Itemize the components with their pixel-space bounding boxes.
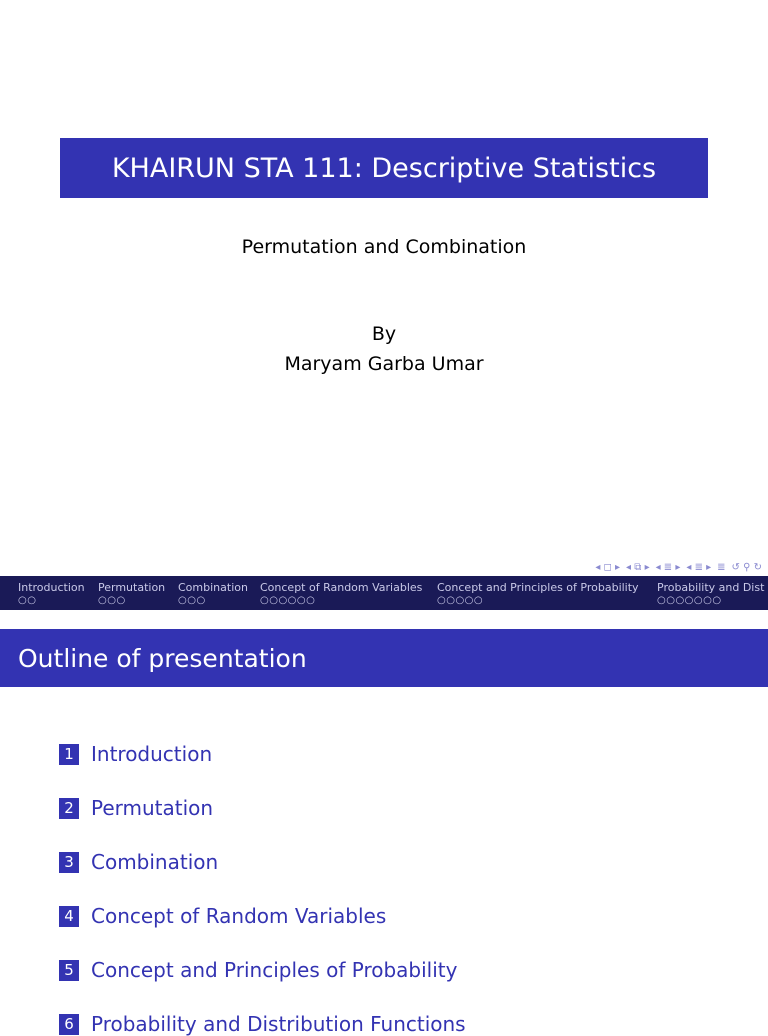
nav-section-dots: ○○○ xyxy=(178,595,206,606)
nav-section-random-variables[interactable] xyxy=(260,581,422,607)
subsection-nav-icon[interactable]: ◂ ⧉ ▸ xyxy=(626,561,650,573)
presentation-title-text: KHAIRUN STA 111: Descriptive Statistics xyxy=(111,152,657,184)
section-nav-icon[interactable]: ◂ ≣ ▸ xyxy=(655,561,681,573)
outline-number-badge: 4 xyxy=(59,906,79,927)
nav-section-dots: ○○○○○○○ xyxy=(657,595,722,606)
outline-item-permutation[interactable] xyxy=(59,797,213,819)
nav-section-permutation[interactable] xyxy=(98,581,165,607)
outline-item-label: Concept and Principles of Probability xyxy=(91,958,458,982)
nav-section-dots: ○○○ xyxy=(98,595,126,606)
beamer-navigation-symbols xyxy=(595,560,762,574)
nav-section-combination[interactable] xyxy=(178,581,248,607)
presentation-subtitle: Permutation and Combination xyxy=(241,236,527,258)
outline-item-label: Concept of Random Variables xyxy=(91,904,387,928)
search-back-forward-icon[interactable]: ↺ ⚲ ↻ xyxy=(731,561,762,573)
outline-number-badge: 1 xyxy=(59,744,79,765)
outline-number-badge: 5 xyxy=(59,960,79,981)
outline-item-combination[interactable] xyxy=(59,851,218,873)
author-name: Maryam Garba Umar xyxy=(284,353,484,375)
nav-section-dots: ○○○○○ xyxy=(437,595,484,606)
nav-section-dots: ○○○○○○ xyxy=(260,595,316,606)
nav-section-label: Concept and Principles of Probability xyxy=(437,581,639,594)
header-spacer xyxy=(0,610,768,629)
nav-section-label: Introduction xyxy=(18,581,85,594)
outline-item-random-variables[interactable] xyxy=(59,905,386,927)
outline-item-introduction[interactable] xyxy=(59,743,212,765)
frame-nav-icon[interactable]: ◂ ◻ ▸ xyxy=(595,561,621,573)
nav-section-probability-principles[interactable] xyxy=(437,581,639,607)
presentation-title xyxy=(60,138,708,198)
nav-section-label: Combination xyxy=(178,581,248,594)
nav-section-label: Concept of Random Variables xyxy=(260,581,423,594)
outline-number-badge: 2 xyxy=(59,798,79,819)
appendix-nav-icon[interactable]: ≣ xyxy=(717,561,726,573)
outline-item-probability-principles[interactable] xyxy=(59,959,457,981)
outline-item-label: Probability and Distribution Functions xyxy=(91,1012,466,1036)
section-navigation-bar xyxy=(0,576,768,610)
outline-item-probability-distribution[interactable] xyxy=(59,1013,466,1035)
outline-item-label: Combination xyxy=(91,850,219,874)
nav-section-probability-distribution[interactable] xyxy=(657,581,764,607)
frame-title-text: Outline of presentation xyxy=(18,643,307,673)
frame-title xyxy=(0,629,768,687)
nav-section-introduction[interactable] xyxy=(18,581,85,607)
outline-item-label: Introduction xyxy=(91,742,213,766)
outline-item-label: Permutation xyxy=(91,796,214,820)
nav-section-label: Permutation xyxy=(98,581,166,594)
nav-section-dots: ○○ xyxy=(18,595,37,606)
nav-section-label: Probability and Dist xyxy=(657,581,765,594)
outline-number-badge: 6 xyxy=(59,1014,79,1035)
outline-number-badge: 3 xyxy=(59,852,79,873)
author-by-label: By xyxy=(371,323,397,345)
document-nav-icon[interactable]: ◂ ≣ ▸ xyxy=(686,561,712,573)
